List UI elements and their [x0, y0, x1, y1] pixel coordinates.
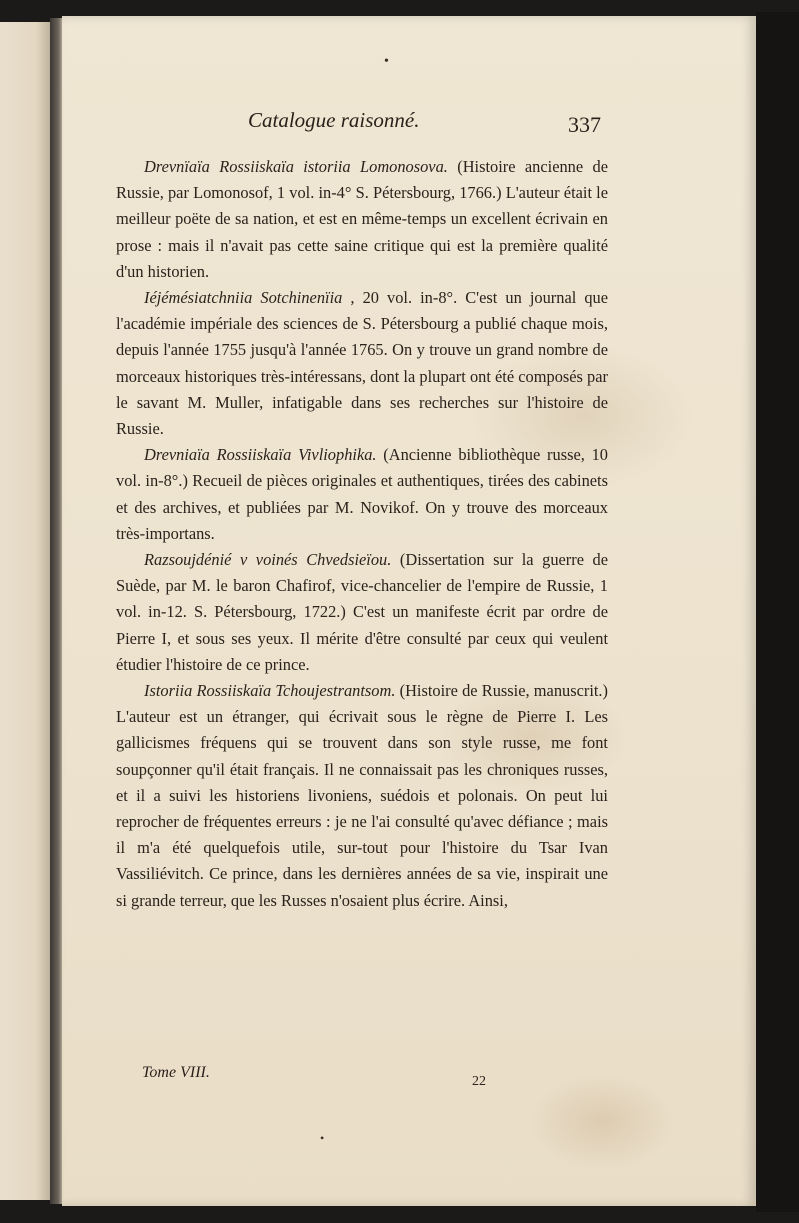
volume-label: Tome VIII. [142, 1064, 210, 1081]
ink-mark: • [320, 1131, 325, 1145]
entry-title: Drevnïaïa Rossiiskaïa istoriia Lomonosova. [144, 157, 448, 176]
entry-title: Iéjémésiatchniia Sotchinenïia , [144, 288, 355, 308]
entry-title: Istoriia Rossiiskaïa Tchoujestrantsom. [144, 681, 396, 701]
ink-mark: • [384, 54, 389, 69]
entry-text: (Ancienne bibliothèque russe, 10 vol. in-8°.) Recueil de pièces originales et authentiques, tirées des cabinets et des archives, et publiées par M. Novikof. On y trouve des morceaux très-importans. [116, 445, 608, 543]
background-edge [756, 12, 799, 1212]
entry-text: (Dissertation sur la guerre de Suède, par M. le baron Chafirof, vice-chancelier de l'empire de Russie, 1 vol. in-12. S. Pétersbourg, 1722.) C'est un manifeste écrit par ordre de Pierre I, et sous ses yeux. Il mérite d'être consulté par ceux qui veulent étudier l'histoire de ce prince. [116, 550, 609, 674]
catalogue-entry [116, 285, 608, 442]
book-page [62, 16, 756, 1206]
catalogue-entry [116, 678, 608, 914]
entry-title: Razsoujdénié v voinés Chvedsieïou. [144, 550, 392, 570]
catalogue-entry [116, 442, 608, 547]
facing-page-edge [0, 22, 52, 1200]
catalogue-entry [116, 547, 608, 678]
page-number: 337 [568, 112, 601, 137]
catalogue-entry [116, 154, 608, 285]
running-title: Catalogue raisonné. [248, 108, 420, 132]
entry-text: (Histoire de Russie, manuscrit.) L'auteur est un étranger, qui écrivait sous le règne de Pierre I. Les gallicismes fréquens qui se trouvent dans son style russe, me font soupçonner qu'il était français. Il ne connaissait pas les chroniques russes, et il a suivi les historiens livoniens, suédois et polonais. On peut lui reprocher de fréquentes erreurs : je ne l'ai consulté qu'avec défiance ; mais il m'a été quelquefois utile, sur-tout pour l'histoire du Tsar Ivan Vassiliévitch. Ce prince, dans les dernières années de sa vie, inspirait une si grande terreur, que les Russes n'osaient plus écrire. Ainsi, [116, 681, 608, 910]
page-footer [116, 1064, 608, 1094]
entry-title: Drevniaïa Rossiiskaïa Vivliophika. [144, 445, 377, 465]
signature-mark: 22 [472, 1074, 486, 1089]
entry-text: (Histoire ancienne de Russie, par Lomonosof, 1 vol. in-4° S. Pétersbourg, 1766.) L'auteur était le meilleur poëte de sa nation, et est en même-temps un excellent écrivain en prose : mais il n'avait pas cette saine critique qui est la première qualité d'un historien. [116, 157, 608, 281]
page-body [116, 154, 608, 914]
entry-text: 20 vol. in-8°. C'est un journal que l'académie impériale des sciences de S. Pétersbourg a publié chaque mois, depuis l'année 1755 jusqu'à l'année 1765. On y trouve un grand nombre de morceaux historiques très-intéressans, dont la plupart ont été composés par le savant M. Muller, infatigable dans ses recherches sur l'histoire de Russie. [116, 288, 609, 439]
